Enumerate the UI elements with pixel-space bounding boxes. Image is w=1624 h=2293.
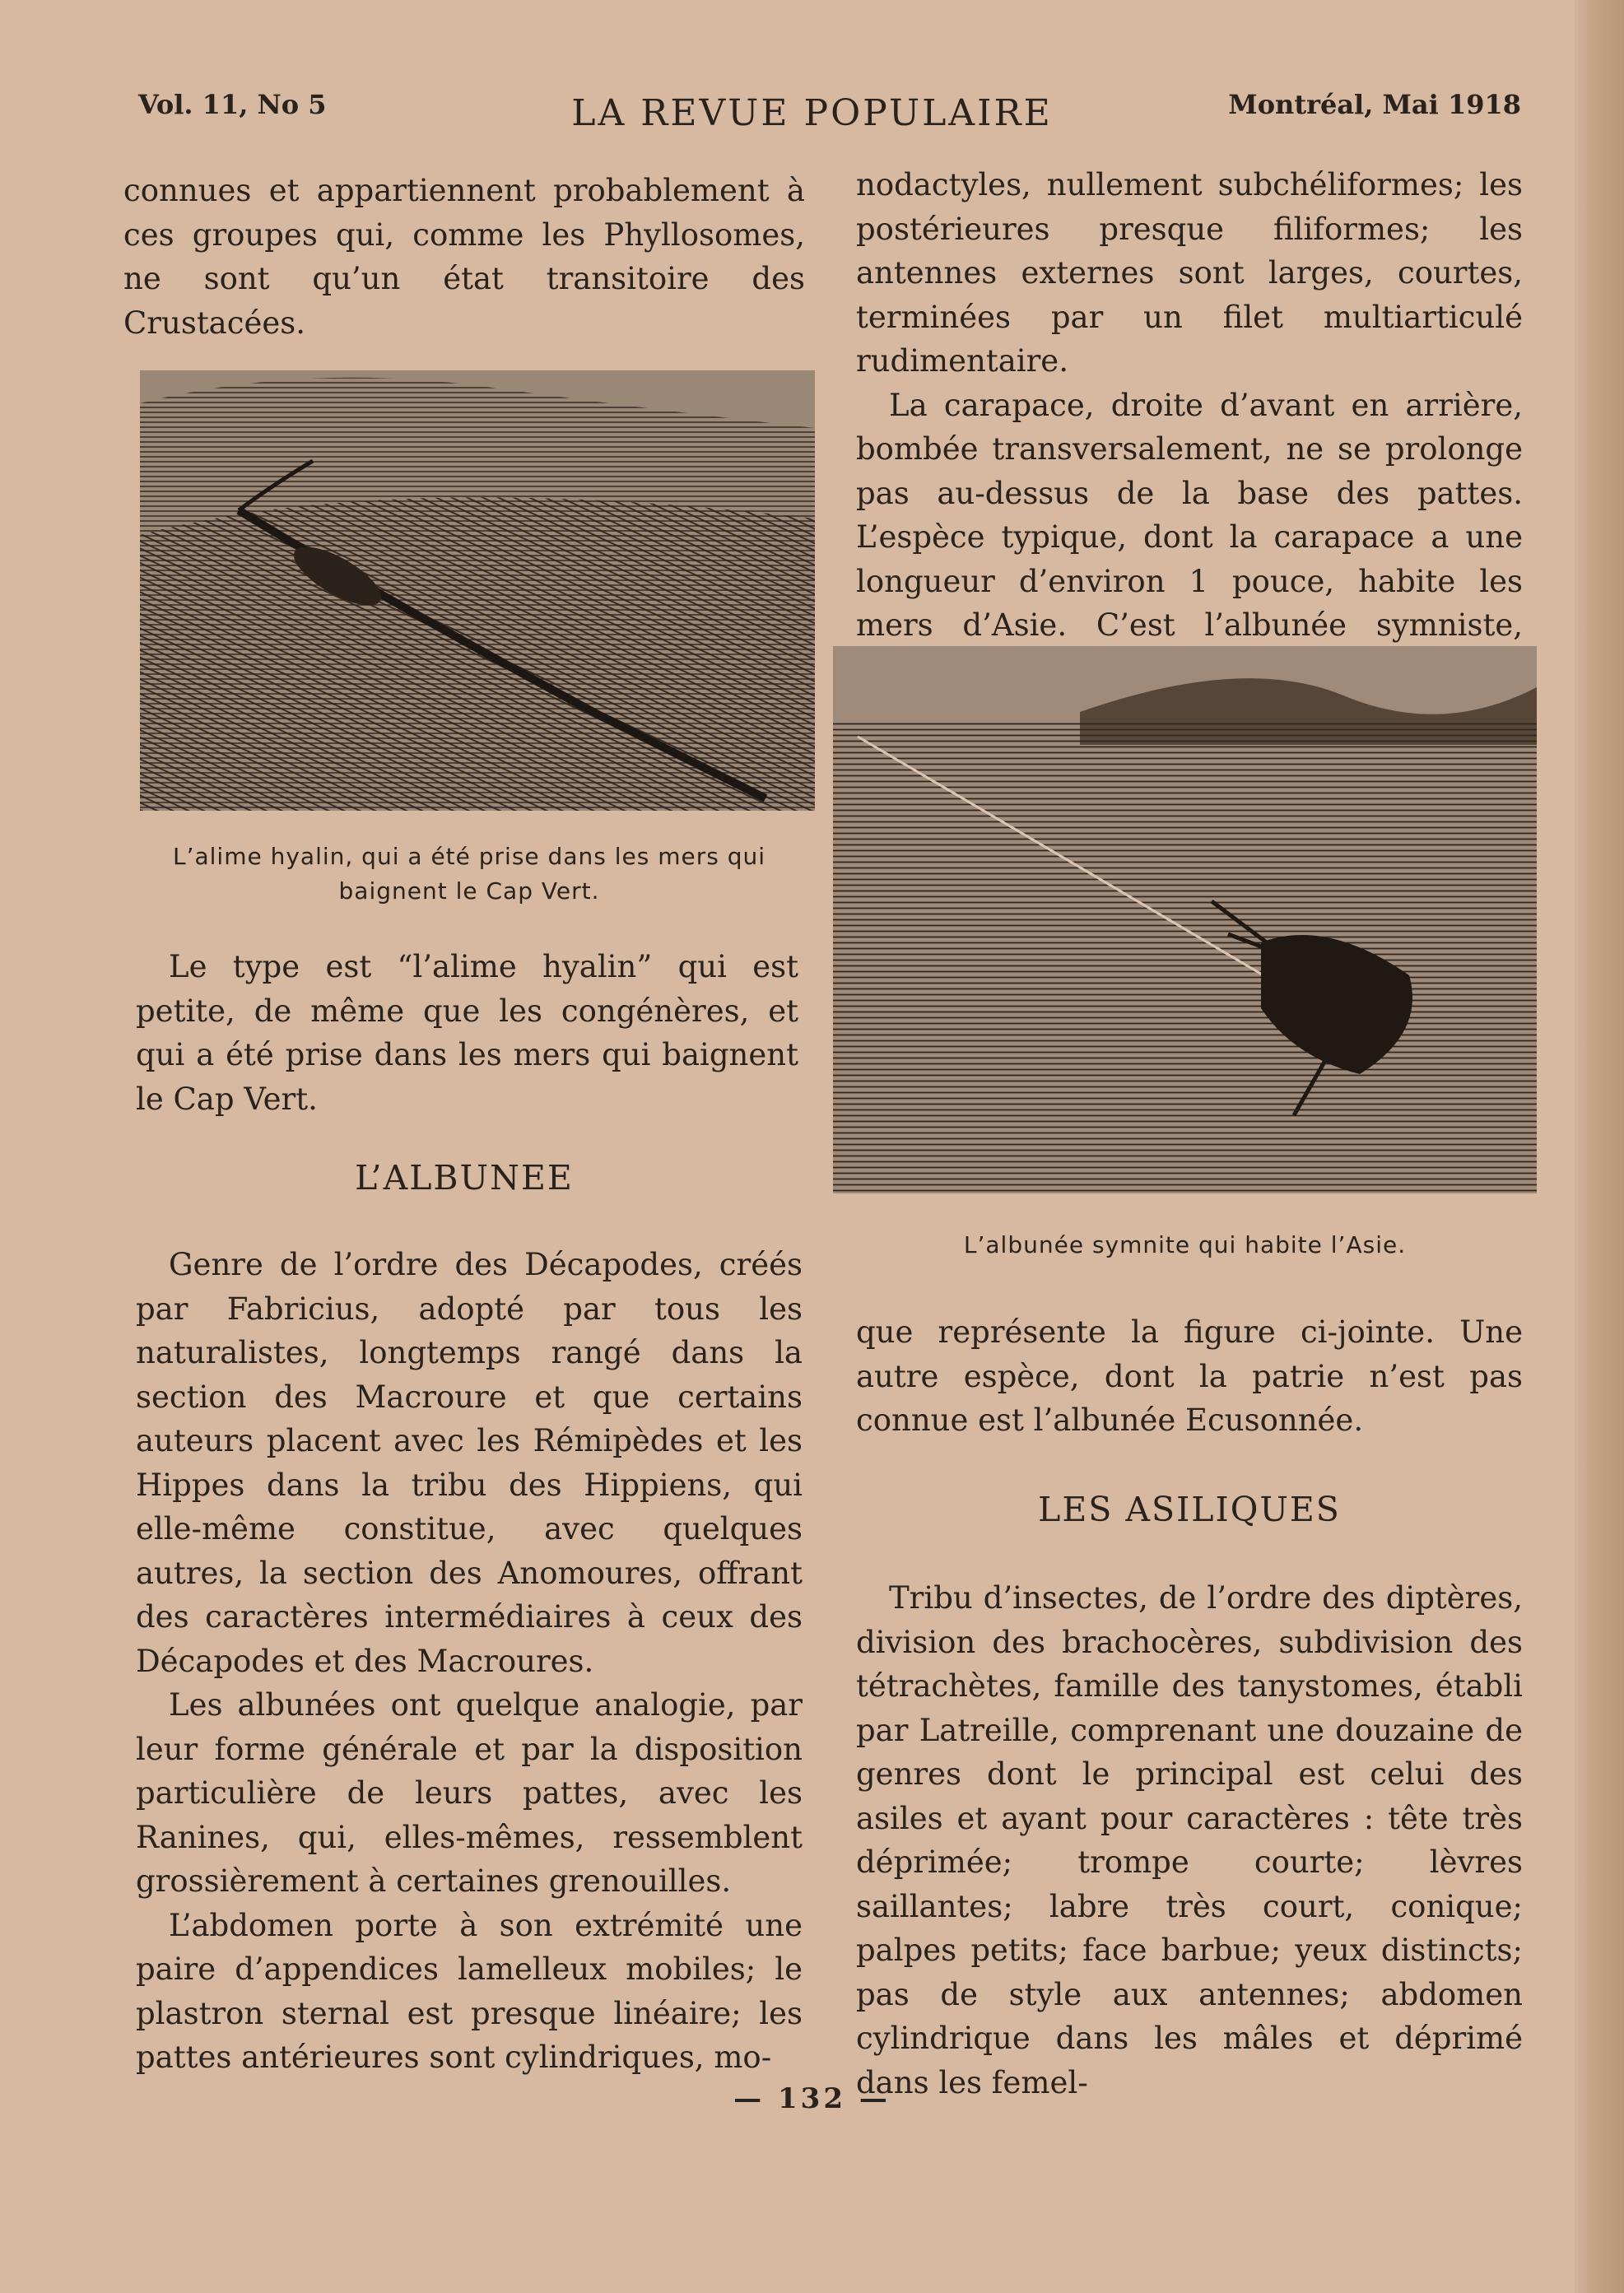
section-title-asiliques: LES ASILIQUES xyxy=(1038,1490,1341,1529)
right-body-top xyxy=(856,163,1523,691)
right-para-figure xyxy=(856,1310,1523,1443)
volume-label: Vol. 11, No 5 xyxy=(138,89,327,120)
left-body xyxy=(136,1243,803,2080)
paragraph: Le type est “l’alime hyalin” qui est petite, de même que les congénères, et qui a été prise dans les mers qui baignent le Cap Vert. xyxy=(136,949,798,1117)
paragraph: Les albunées ont quelque analogie, par leur forme générale et par la disposition particulière de leurs pattes, avec les Ranines, qui, elles-mêmes, ressemblent grossièrement à certaines grenouilles. xyxy=(136,1687,803,1899)
figure2-caption: L’albunée symnite qui habite l’Asie. xyxy=(963,1231,1407,1258)
left-para-continuation xyxy=(123,169,805,345)
page-edge xyxy=(1575,0,1624,2293)
paragraph: nodactyles, nullement subchéliformes; les postérieures presque filiformes; les antennes externes sont larges, courtes, terminées par un filet multiarticulé rudimentaire. xyxy=(856,167,1523,379)
right-section-asiliques xyxy=(856,1488,1523,1533)
albunee-symnite-illustration xyxy=(833,646,1537,1193)
journal-title: LA REVUE POPULAIRE xyxy=(571,92,1053,134)
figure1-caption: L’alime hyalin, qui a été prise dans les mers qui baignent le Cap Vert. xyxy=(172,843,766,905)
left-section-albunee xyxy=(123,1156,805,1201)
paragraph: Genre de l’ordre des Décapodes, créés par Fabricius, adopté par tous les naturalistes, longtemps rangé dans la section des Macroure et que certains auteurs placent avec les Rémipèdes et les Hippes dans la tribu des Hippiens, qui elle-même constitue, avec quelques autres, la section des Anomoures, offrant des caractères intermédiaires à ceux des Décapodes et des Macroures. xyxy=(136,1247,803,1679)
paragraph: connues et appartiennent probablement à ces groupes qui, comme les Phyllosomes, ne sont qu’un état transitoire des Crustacées. xyxy=(123,173,805,341)
paragraph: que représente la figure ci-jointe. Une autre espèce, dont la patrie n’est pas connue est l’albunée Ecusonnée. xyxy=(856,1314,1523,1438)
page-number: — 132 — xyxy=(733,2082,891,2115)
issue-date: Montréal, Mai 1918 xyxy=(1228,89,1521,120)
section-title-albunee: L’ALBUNEE xyxy=(355,1158,574,1198)
left-para-type xyxy=(136,945,798,1121)
paragraph: La carapace, droite d’avant en arrière, bombée transversalement, ne se prolonge pas au-dessus de la base des pattes. L’espèce typique, dont la carapace a une longueur d’environ 1 pouce, habite les mers d’Asie. C’est l’albunée symniste, xyxy=(856,387,1523,643)
alime-hyalin-illustration xyxy=(140,370,815,811)
paragraph: L’abdomen porte à son extrémité une paire d’appendices lamelleux mobiles; le plastron sternal est presque linéaire; les pattes antérieures sont cylindriques, mo- xyxy=(136,1907,803,2075)
right-body-bottom xyxy=(856,1576,1523,2105)
paragraph: Tribu d’insectes, de l’ordre des diptères, division des brachocères, subdivision des tétrachètes, famille des tanystomes, établi par Latreille, comprenant une douzaine de genres dont le principal est celui des asiles et ayant pour caractères : tête très déprimée; trompe courte; lèvres saillantes; labre très court, conique; palpes petits; face barbue; yeux distincts; pas de style aux antennes; abdomen cylindrique dans les mâles et déprimé dans les femel- xyxy=(856,1580,1523,2100)
